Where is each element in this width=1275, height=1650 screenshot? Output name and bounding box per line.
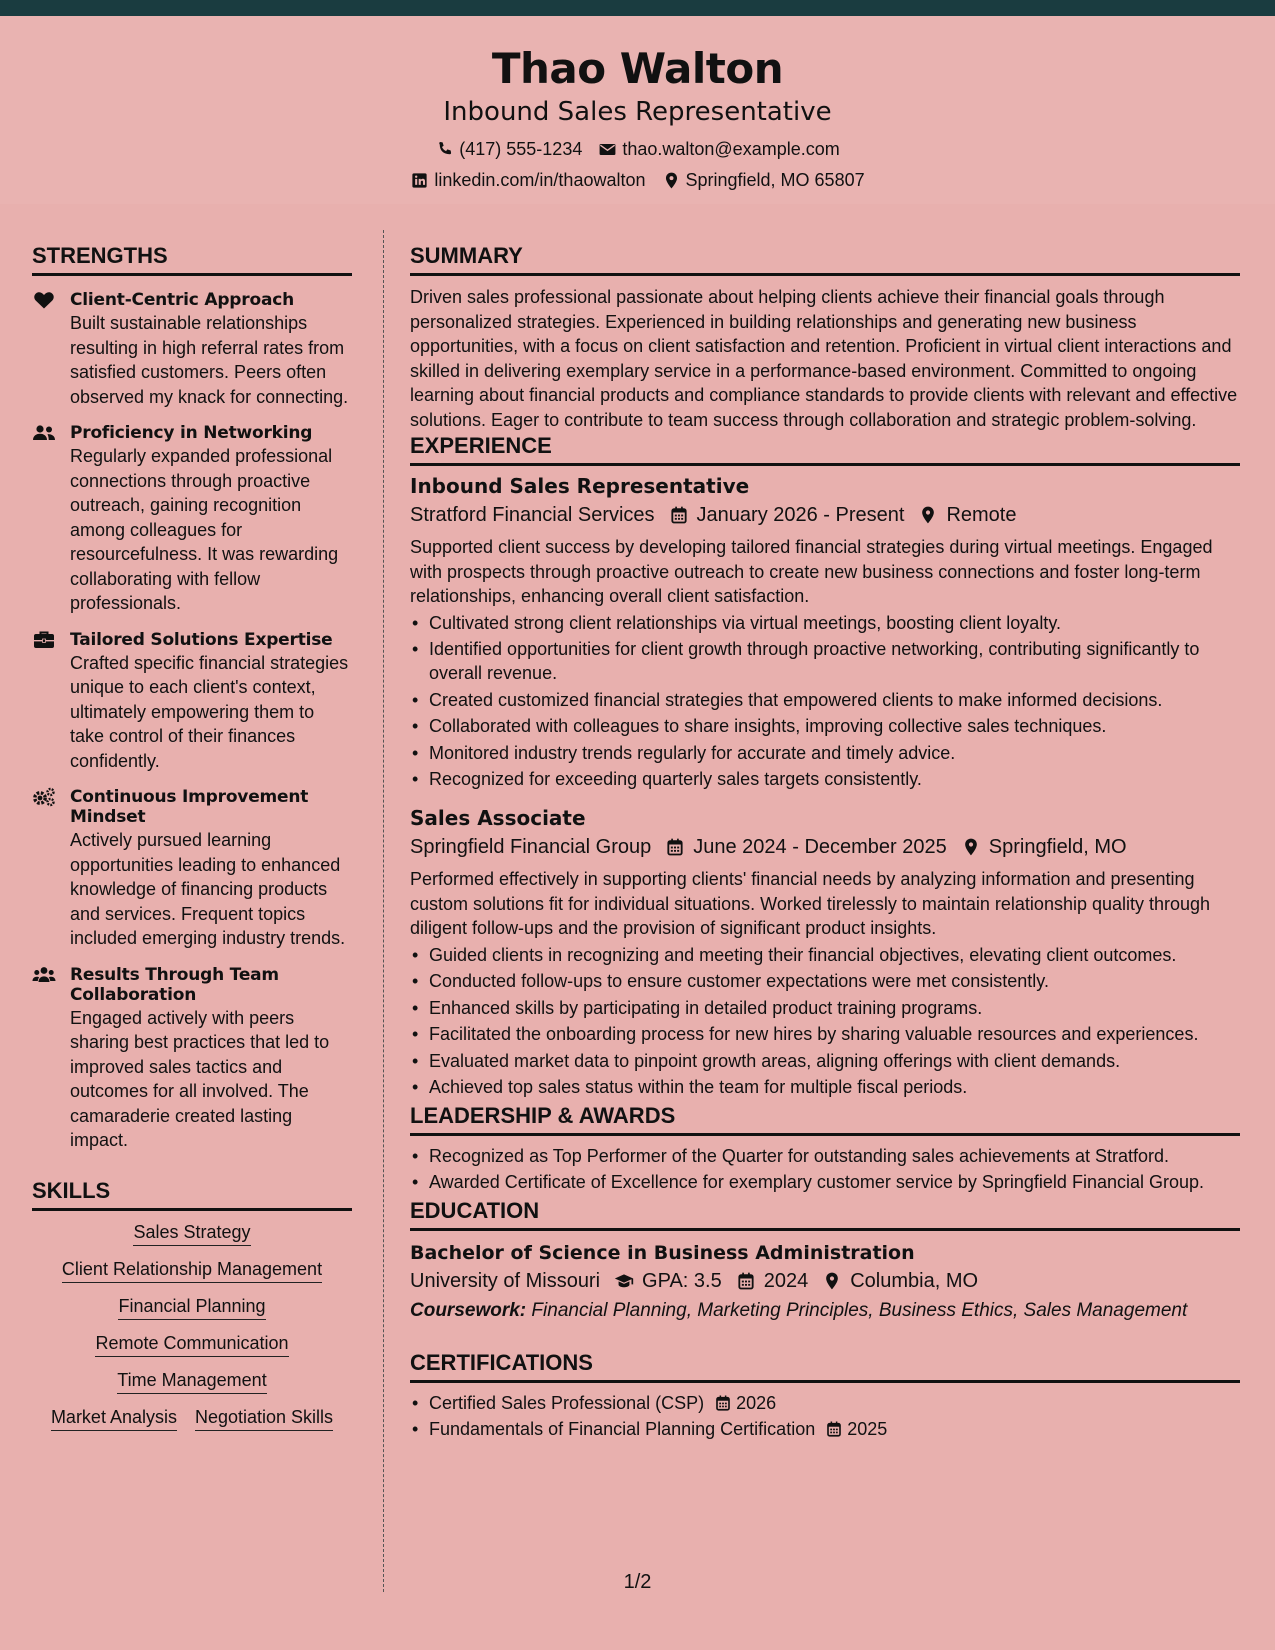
map-pin-icon	[822, 1271, 842, 1291]
job-location: Springfield, MO	[988, 836, 1127, 858]
company-name: Stratford Financial Services	[410, 504, 655, 526]
education-heading: EDUCATION	[410, 1197, 1240, 1231]
candidate-role: Inbound Sales Representative	[443, 97, 832, 127]
bullet-item: • Monitored industry trends regularly for accurate and timely advice.	[410, 741, 1240, 765]
strength-description: Crafted specific financial strategies unique to each client's context, ultimately empowering them to take control of their finances confidently.	[70, 652, 349, 771]
calendar-icon	[714, 1394, 732, 1412]
contact-row-2	[0, 169, 1275, 191]
coursework-label: Coursework:	[410, 1299, 527, 1321]
certification-item	[410, 1417, 1240, 1441]
job-entry	[410, 805, 1240, 1099]
job-entry	[410, 473, 1240, 791]
skills-row	[32, 1258, 352, 1283]
page-number: 1/2	[623, 1571, 652, 1593]
coursework	[410, 1297, 1240, 1325]
skill-tag: Market Analysis	[51, 1406, 177, 1431]
briefcase-icon	[32, 630, 56, 650]
bullet-item: • Cultivated strong client relationships via virtual meetings, boosting client loyalty.	[410, 611, 1240, 635]
right-column	[410, 242, 1240, 1444]
gpa: GPA: 3.5	[642, 1269, 722, 1292]
user-group-icon	[32, 423, 56, 443]
calendar-icon	[736, 1271, 756, 1291]
bullet-item: • Conducted follow-ups to ensure customer expectations were met consistently.	[410, 969, 1240, 993]
education-meta	[410, 1267, 1240, 1295]
strength-item	[32, 290, 352, 409]
job-description: Performed effectively in supporting clients' financial needs by analyzing information and presenting custom solutions fit for individual situations. Worked tirelessly to maintain relationship quality through diligent follow-ups and the provision of significant product insights.	[410, 869, 1211, 938]
strength-title: Tailored Solutions Expertise	[70, 629, 333, 650]
bullet-item: • Enhanced skills by participating in detailed product training programs.	[410, 996, 1240, 1020]
skills-row	[32, 1221, 352, 1246]
calendar-icon	[669, 505, 689, 525]
job-meta	[410, 833, 1240, 861]
bullet-item: • Collaborated with colleagues to share insights, improving collective sales techniques.	[410, 714, 1240, 738]
calendar-icon	[665, 837, 685, 857]
graduation-year: 2024	[763, 1269, 809, 1292]
experience-heading: EXPERIENCE	[410, 432, 1240, 466]
certification-year: 2026	[736, 1392, 777, 1413]
email-text: thao.walton@example.com	[622, 139, 840, 159]
job-location: Remote	[946, 504, 1017, 526]
job-description: Supported client success by developing tailored financial strategies during virtual meetings. Engaged with prospects through proactive outreach to create new business connections and foster long-term relationships, enhancing overall client satisfaction.	[410, 537, 1213, 606]
bullet-item: • Evaluated market data to pinpoint growth areas, aligning offerings with client demands.	[410, 1049, 1240, 1073]
leadership-list	[410, 1144, 1240, 1195]
leadership-heading: LEADERSHIP & AWARDS	[410, 1102, 1240, 1136]
strength-title: Proficiency in Networking	[70, 423, 313, 443]
map-pin-icon	[918, 505, 938, 525]
bullet-item: • Achieved top sales status within the team for multiple fiscal periods.	[410, 1075, 1240, 1099]
email-contact[interactable]	[598, 138, 839, 160]
strength-item	[32, 787, 352, 951]
strength-title: Continuous Improvement Mindset	[70, 787, 309, 827]
coursework-list: Financial Planning, Marketing Principles, Business Ethics, Sales Management	[531, 1299, 1188, 1321]
map-pin-icon	[961, 837, 981, 857]
strength-item	[32, 965, 352, 1153]
skills-row	[32, 1369, 352, 1394]
job-meta	[410, 501, 1240, 529]
phone-contact	[435, 138, 582, 160]
strength-title: Results Through Team Collaboration	[70, 964, 279, 1005]
phone-icon	[435, 140, 454, 159]
strength-title: Client-Centric Approach	[70, 290, 294, 310]
certification-name: • Fundamentals of Financial Planning Certification	[429, 1419, 816, 1439]
school-name: University of Missouri	[410, 1269, 601, 1292]
linkedin-contact[interactable]	[410, 169, 645, 191]
certifications-list	[410, 1391, 1240, 1442]
bullet-item: • Identified opportunities for client growth through proactive networking, contributing significantly to overall revenue.	[410, 637, 1240, 685]
job-title: Inbound Sales Representative	[410, 474, 750, 498]
map-pin-icon	[662, 171, 681, 190]
certification-year: 2025	[847, 1419, 888, 1439]
strengths-heading: STRENGTHS	[32, 242, 352, 276]
skills-row	[32, 1406, 352, 1431]
column-divider	[383, 230, 384, 1592]
bullet-item: • Guided clients in recognizing and meeting their financial objectives, elevating client outcomes.	[410, 943, 1240, 967]
strength-description: Engaged actively with peers sharing best practices that led to improved sales tactics and outcomes for all involved. The camaraderie created lasting impact.	[70, 1007, 330, 1150]
candidate-name: Thao Walton	[491, 44, 784, 93]
skill-tag: Time Management	[117, 1369, 266, 1394]
users-icon	[32, 965, 56, 985]
bullet-item: • Created customized financial strategies that empowered clients to make informed decisions.	[410, 688, 1240, 712]
company-name: Springfield Financial Group	[410, 836, 652, 858]
certification-name: • Certified Sales Professional (CSP)	[429, 1392, 705, 1413]
skill-tag: Financial Planning	[118, 1295, 265, 1320]
location-contact	[662, 169, 865, 191]
skill-tag: Negotiation Skills	[195, 1406, 333, 1431]
job-dates: January 2026 - Present	[696, 504, 905, 526]
strength-description: Regularly expanded professional connections through proactive outreach, gaining recognition among colleagues for resourcefulness. It was rewarding collaborating with fellow professionals.	[70, 446, 339, 613]
calendar-icon	[825, 1420, 843, 1438]
skills-row	[32, 1332, 352, 1357]
skill-tag: Remote Communication	[95, 1332, 288, 1357]
phone-text: (417) 555-1234	[459, 139, 583, 159]
strength-item	[32, 630, 352, 774]
bullet-item: • Facilitated the onboarding process for new hires by sharing valuable resources and experiences.	[410, 1022, 1240, 1046]
envelope-icon	[598, 140, 617, 159]
strength-item	[32, 423, 352, 616]
job-bullets	[410, 611, 1240, 792]
linkedin-text: linkedin.com/in/thaowalton	[434, 170, 646, 190]
strength-description: Built sustainable relationships resulting in high referral rates from satisfied customers. Peers often observed my knack for connecting.	[70, 313, 349, 407]
job-title: Sales Associate	[410, 806, 586, 830]
degree-title: Bachelor of Science in Business Administration	[410, 1241, 915, 1264]
skill-tag: Client Relationship Management	[62, 1258, 322, 1283]
left-column	[32, 242, 352, 1431]
top-accent-bar	[0, 0, 1275, 16]
school-location: Columbia, MO	[850, 1269, 979, 1292]
heart-icon	[32, 290, 56, 310]
skills-list	[32, 1211, 352, 1431]
linkedin-icon	[410, 171, 429, 190]
award-item: • Recognized as Top Performer of the Quarter for outstanding sales achievements at Stratford.	[410, 1144, 1240, 1168]
certifications-heading: CERTIFICATIONS	[410, 1349, 1240, 1383]
certification-item	[410, 1391, 1240, 1415]
job-bullets	[410, 943, 1240, 1100]
skills-row	[32, 1295, 352, 1320]
bullet-item: • Recognized for exceeding quarterly sales targets consistently.	[410, 767, 1240, 791]
skill-tag: Sales Strategy	[133, 1221, 250, 1246]
skills-heading: SKILLS	[32, 1177, 352, 1211]
location-text: Springfield, MO 65807	[685, 170, 865, 190]
summary-heading: SUMMARY	[410, 242, 1240, 276]
graduation-cap-icon	[614, 1271, 634, 1291]
job-dates: June 2024 - December 2025	[693, 836, 947, 858]
award-item: • Awarded Certificate of Excellence for exemplary customer service by Springfield Financial Group.	[410, 1170, 1240, 1194]
resume-header	[0, 16, 1275, 204]
summary-text: Driven sales professional passionate about helping clients achieve their financial goals through personalized strategies. Experienced in building relationships and generating new business opportunities, with a focus on client satisfaction and retention. Proficient in virtual client interactions and skilled in delivering exemplary service in a performance-based environment. Committed to ongoing learning about financial products and compliance standards to provide clients with relevant and effective solutions. Eager to contribute to team success through collaboration and strategic problem-solving.	[410, 287, 1238, 430]
strength-description: Actively pursued learning opportunities leading to enhanced knowledge of financing products and services. Frequent topics included emerging industry trends.	[70, 830, 346, 948]
contact-row	[0, 138, 1275, 160]
gears-icon	[32, 787, 56, 807]
